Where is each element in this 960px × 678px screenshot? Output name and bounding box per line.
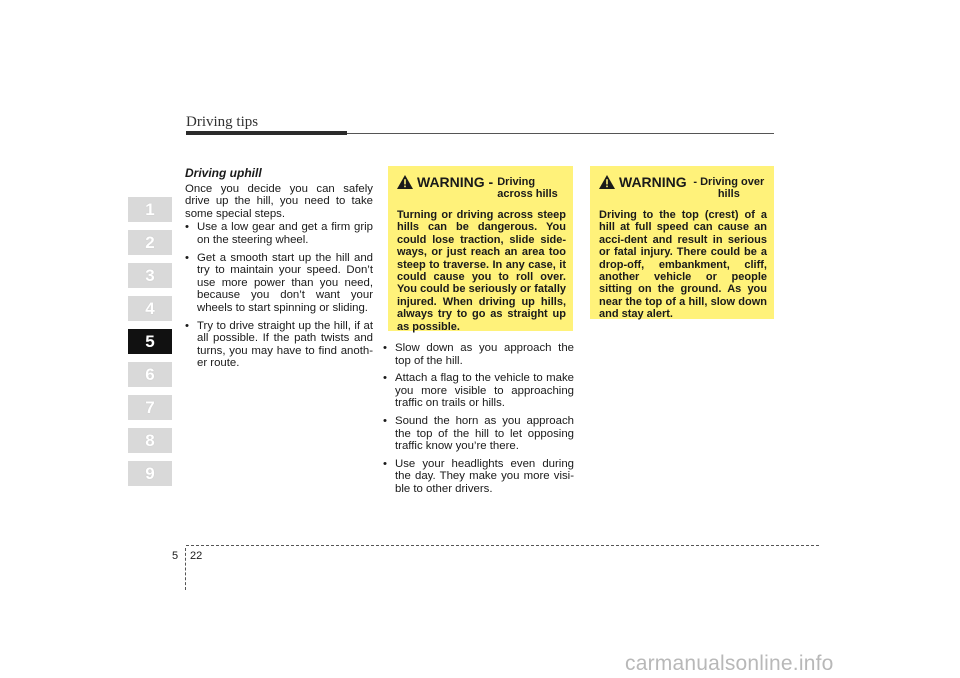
warning-triangle-icon [599, 175, 615, 189]
warning-label: WARNING - [417, 174, 494, 190]
chapter-tab-7[interactable]: 7 [128, 395, 172, 420]
warning-triangle-icon [397, 175, 413, 189]
warning-body: Turning or driving across steep hills can be dangerous. You could lose traction, slide side-ways, or just reach an area too steep to traverse. In any case, it could cause you to roll over. You could be seriously or fatally injured. When driving up hills, always try to go as straight up as possible. [397, 209, 566, 333]
footer-chapter-number: 5 [172, 550, 179, 562]
chapter-tab-5[interactable]: 5 [128, 329, 172, 354]
footer-page-number: 22 [190, 550, 203, 562]
left-column [185, 167, 373, 375]
footer-rule [186, 545, 819, 546]
left-bullet-list [185, 221, 373, 370]
list-item: • Use your headlights even during the day. They make you more visi-ble to other drivers. [383, 458, 574, 496]
warning-box-across-hills [388, 166, 573, 331]
header-rule-thin [347, 133, 774, 134]
warning-body: Driving to the top (crest) of a hill at full speed can cause an acci-dent and result in serious or fatal injury. There could be a drop-off, embankment, cliff, another vehicle or people sitting on the ground. As you near the top of a hill, slow down and stay alert. [599, 209, 767, 321]
list-item: • Slow down as you approach the top of the hill. [383, 342, 574, 367]
chapter-tabs [128, 197, 172, 494]
section-title: Driving uphill [185, 166, 262, 180]
right-column [383, 342, 574, 501]
right-bullet-list [383, 342, 574, 496]
chapter-tab-9[interactable]: 9 [128, 461, 172, 486]
warning-label: WARNING [619, 174, 687, 190]
header-rule-thick [186, 131, 347, 135]
list-item: • Attach a flag to the vehicle to make you more visible to approaching traffic on trails or hills. [383, 372, 574, 410]
chapter-tab-3[interactable]: 3 [128, 263, 172, 288]
intro-paragraph: Once you decide you can safely drive up the hill, you need to take some special steps. [185, 182, 373, 220]
chapter-tab-6[interactable]: 6 [128, 362, 172, 387]
watermark: carmanualsonline.info [625, 652, 834, 675]
warning-subtitle: Driving across hills [497, 176, 558, 200]
list-item: • Get a smooth start up the hill and try to maintain your speed. Don’t use more power than you need, because you don’t want your wheels to start spinning or sliding. [185, 252, 373, 315]
list-item: • Use a low gear and get a firm grip on the steering wheel. [185, 221, 373, 246]
chapter-tab-2[interactable]: 2 [128, 230, 172, 255]
warning-subtitle: - Driving over hills [693, 176, 765, 200]
footer-vertical-rule [185, 548, 186, 590]
chapter-tab-8[interactable]: 8 [128, 428, 172, 453]
list-item: • Try to drive straight up the hill, if at all possible. If the path twists and turns, you may have to find anoth-er route. [185, 320, 373, 370]
chapter-tab-4[interactable]: 4 [128, 296, 172, 321]
chapter-tab-1[interactable]: 1 [128, 197, 172, 222]
page-header-title: Driving tips [186, 114, 259, 130]
list-item: • Sound the horn as you approach the top of the hill to let opposing traffic know you’re there. [383, 415, 574, 453]
warning-box-over-hills [590, 166, 774, 319]
